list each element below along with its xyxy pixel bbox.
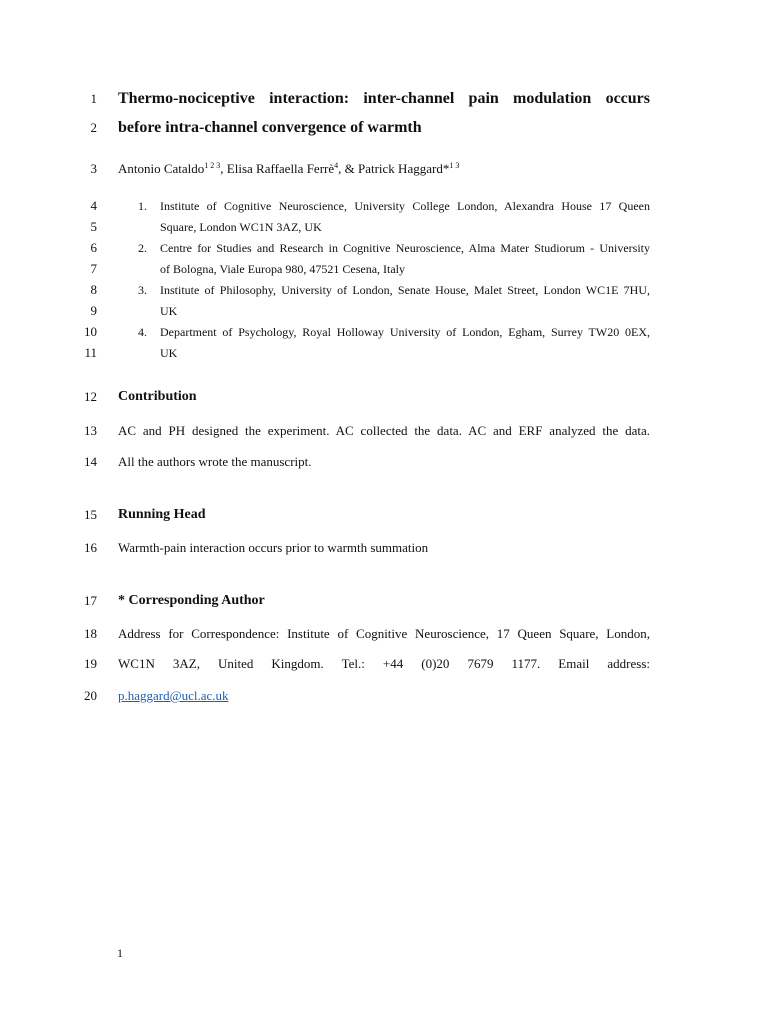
line-number: 9 — [90, 303, 97, 318]
line-number: 16 — [84, 540, 97, 555]
affiliation-text: Centre for Studies and Research in Cognitive Neuroscience, Alma Mater Studiorum - University — [160, 241, 650, 255]
paper-title-line-2: before intra-channel convergence of warmth — [118, 119, 422, 136]
line-number: 14 — [84, 454, 97, 469]
page-number: 1 — [117, 946, 123, 960]
author-name: , Elisa Raffaella Ferrè — [220, 161, 335, 176]
author-name: Antonio Cataldo — [118, 161, 205, 176]
affiliation-text: UK — [160, 346, 178, 360]
line-number: 13 — [84, 423, 97, 438]
affiliation-number: 3. — [138, 283, 147, 297]
affiliation-text: Institute of Cognitive Neuroscience, University College London, Alexandra House 17 Queen — [160, 199, 650, 213]
line-number: 18 — [84, 626, 97, 641]
affiliation-number: 4. — [138, 325, 147, 339]
affiliation-number: 2. — [138, 241, 147, 255]
line-number: 2 — [90, 120, 97, 135]
line-number: 1 — [90, 91, 97, 106]
affiliation-text: Department of Psychology, Royal Holloway University of London, Egham, Surrey TW20 0EX, — [160, 325, 650, 339]
line-number: 4 — [90, 198, 97, 213]
affiliation-text: UK — [160, 304, 178, 318]
line-number: 7 — [90, 261, 97, 276]
correspondence-address: Address for Correspondence: Institute of Cognitive Neuroscience, 17 Queen Square, London, — [118, 626, 650, 641]
line-number: 5 — [90, 219, 97, 234]
email-line — [118, 688, 650, 704]
running-head-text: Warmth-pain interaction occurs prior to warmth summation — [118, 540, 429, 555]
contribution-text: AC and PH designed the experiment. AC collected the data. AC and ERF analyzed the data. — [118, 423, 650, 438]
line-number: 8 — [90, 282, 97, 297]
correspondence-contact: WC1N 3AZ, United Kingdom. Tel.: +44 (0)20 7679 1177. Email address: — [118, 656, 650, 671]
section-heading-corresponding-author: * Corresponding Author — [118, 593, 265, 608]
affiliation-text: Institute of Philosophy, University of London, Senate House, Malet Street, London WC1E 7HU, — [160, 283, 650, 297]
line-number: 15 — [84, 507, 97, 522]
contribution-text: All the authors wrote the manuscript. — [118, 454, 312, 469]
line-number: 10 — [84, 324, 97, 339]
affiliation-text: Square, London WC1N 3AZ, UK — [160, 220, 322, 234]
affiliation-number: 1. — [138, 199, 147, 213]
line-number: 19 — [84, 656, 97, 671]
section-heading-running-head: Running Head — [118, 507, 206, 522]
line-number: 20 — [84, 688, 97, 703]
author-list — [118, 161, 650, 177]
line-number: 6 — [90, 240, 97, 255]
email-link[interactable]: p.haggard@ucl.ac.uk — [118, 688, 229, 703]
author-affiliation-marks: 1 3 — [449, 161, 460, 170]
line-number: 3 — [90, 161, 97, 176]
author-affiliation-marks: 4 — [334, 161, 339, 170]
line-number: 12 — [84, 389, 97, 404]
author-affiliation-marks: 1 2 3 — [204, 161, 221, 170]
line-number: 17 — [84, 593, 97, 608]
paper-title-line-1: Thermo-nociceptive interaction: inter-channel pain modulation occurs — [118, 90, 650, 107]
section-heading-contribution: Contribution — [118, 389, 197, 404]
author-name: , & Patrick Haggard* — [338, 161, 450, 176]
line-number: 11 — [84, 345, 97, 360]
affiliation-text: of Bologna, Viale Europa 980, 47521 Cesena, Italy — [160, 262, 406, 276]
